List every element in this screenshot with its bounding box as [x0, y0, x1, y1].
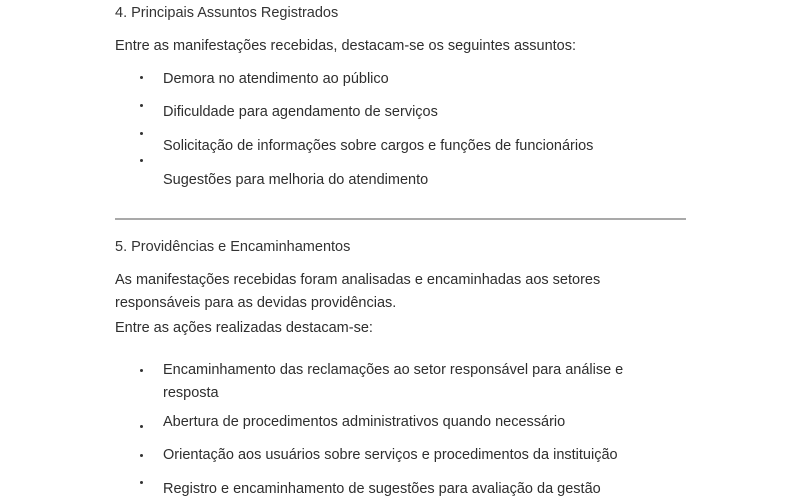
- section-5-heading: 5. Providências e Encaminhamentos: [115, 239, 351, 255]
- section-4-heading: 4. Principais Assuntos Registrados: [115, 5, 339, 21]
- bullet-icon: [140, 425, 143, 428]
- bullet-icon: [140, 76, 143, 79]
- section-5-intro-2: Entre as ações realizadas destacam-se:: [115, 320, 373, 336]
- section-5-intro-line-2: responsáveis para as devidas providências.: [115, 295, 397, 311]
- section-5-intro-line-1: As manifestações recebidas foram analisadas e encaminhadas aos setores: [115, 272, 601, 288]
- bullet-icon: [140, 454, 143, 457]
- bullet-icon: [140, 481, 143, 484]
- bullet-icon: [140, 104, 143, 107]
- bullet-icon: [140, 369, 143, 372]
- section-divider: [115, 218, 686, 220]
- bullet-icon: [140, 159, 143, 162]
- section-4-intro: Entre as manifestações recebidas, destacam-se os seguintes assuntos:: [115, 38, 577, 54]
- bullet-icon: [140, 132, 143, 135]
